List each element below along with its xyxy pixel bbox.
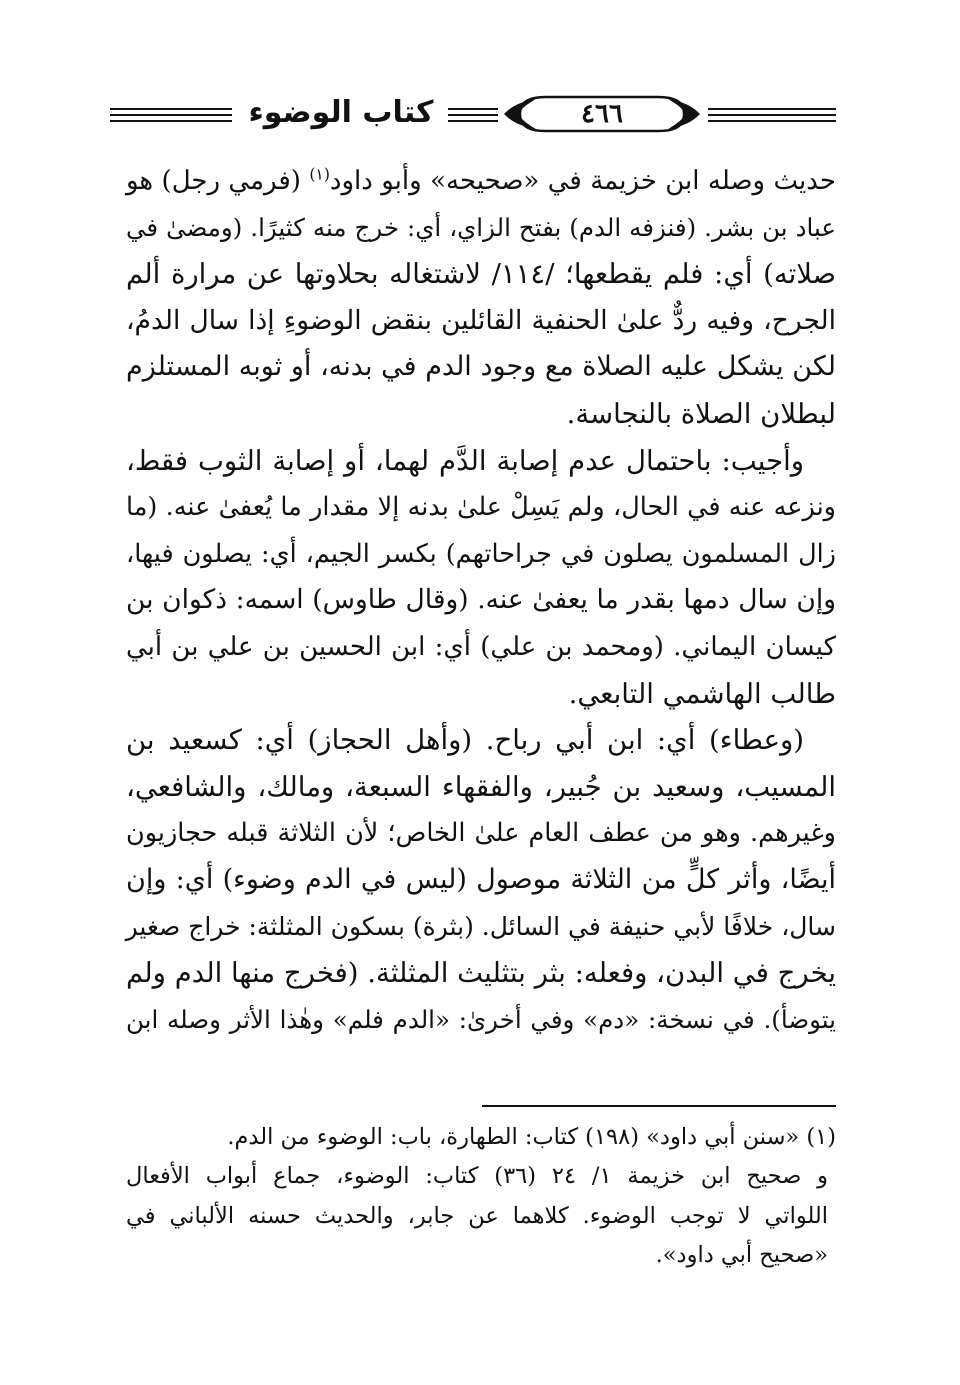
page-number-badge — [502, 94, 702, 134]
text-line: ونزعه عنه في الحال، ولم يَسِلْ علىٰ بدنه إلا مقدار ما يُعفىٰ عنه. (ما — [126, 492, 836, 523]
text-line: طالب الهاشمي التابعي. — [568, 677, 836, 710]
text-line: يخرج في البدن، وفعله: بثر بتثليث المثلثة. (فخرج منها الدم ولم — [126, 957, 836, 990]
running-title: كتاب الوضوء — [248, 95, 434, 130]
footnote-line: (١) «سنن أبي داود» (١٩٨) كتاب: الطهارة، باب: الوضوء من الدم. — [227, 1124, 836, 1150]
text-line: صلاته) أي: فلم يقطعها؛ /١١٤/ لاشتغاله بحلاوتها عن مرارة ألم — [126, 258, 836, 291]
paragraph-3 — [126, 717, 836, 1043]
text-line: يتوضأ). في نسخة: «دم» وفي أخرىٰ: «الدم فلم» وهٰذا الأثر وصله ابن — [126, 1004, 836, 1034]
header-rule-middle — [448, 92, 498, 138]
header-rule-left — [110, 92, 232, 138]
paragraph-2 — [126, 438, 836, 718]
page-number: ٤٦٦ — [581, 99, 623, 129]
text-line: المسيب، وسعيد بن جُبير، والفقهاء السبعة، ومالك، والشافعي، — [126, 770, 836, 803]
text-line: وأجيب: باحتمال عدم إصابة الدَّم لهما، أو إصابة الثوب فقط، — [126, 444, 804, 477]
text-line: عباد بن بشر. (فنزفه الدم) بفتح الزاي، أي: خرج منه كثيرًا. (ومضىٰ في — [126, 212, 836, 242]
footnote-line: و صحيح ابن خزيمة ١/ ٢٤ (٣٦) كتاب: الوضوء، جماع أبواب الأفعال — [126, 1163, 829, 1190]
footnote-line: «صحيح أبي داود». — [655, 1241, 828, 1268]
text-line: وغيرهم. وهو من عطف العام علىٰ الخاص؛ لأن الثلاثة قبله حجازيون — [126, 818, 836, 849]
text-line: زال المسلمون يصلون في جراحاتهم) بكسر الجيم، أي: يصلون فيها، — [126, 538, 836, 569]
footnote-line: اللواتي لا توجب الوضوء. كلاهما عن جابر، والحديث حسنه الألباني في — [126, 1202, 828, 1229]
header-rule-right — [708, 92, 836, 138]
text-line: كيسان اليماني. (ومحمد بن علي) أي: ابن الحسين بن علي بن أبي — [126, 631, 836, 662]
text-line: حديث وصله ابن خزيمة في «صحيحه» وأبو داود$^{(١)}$ (فرمي رجل) هو — [126, 165, 836, 196]
text-line: (وعطاء) أي: ابن أبي رباح. (وأهل الحجاز) أي: كسعيد بن — [126, 724, 804, 757]
text-line: وإن سال دمها بقدر ما يعفىٰ عنه. (وقال طاوس) اسمه: ذكوان بن — [126, 584, 836, 616]
page-header — [110, 92, 836, 138]
text-line: لكن يشكل عليه الصلاة مع وجود الدم في بدنه، أو ثوبه المستلزم — [126, 351, 836, 383]
footnotes — [126, 1118, 836, 1275]
footnote-marker: (١) — [309, 165, 330, 184]
paragraph-1 — [126, 158, 836, 438]
main-text — [126, 158, 836, 1043]
text-line: أيضًا، وأثر كلٍّ من الثلاثة موصول (ليس في الدم وضوء) أي: وإن — [126, 863, 836, 895]
text-line: لبطلان الصلاة بالنجاسة. — [566, 397, 836, 430]
text-line: الجرح، وفيه ردٌّ علىٰ الحنفية القائلين بنقض الوضوءِ إذا سال الدمُ، — [126, 304, 836, 336]
footnote-separator — [482, 1105, 836, 1107]
text-line: سال، خلافًا لأبي حنيفة في السائل. (بثرة) بسكون المثلثة: خراج صغير — [125, 911, 836, 941]
